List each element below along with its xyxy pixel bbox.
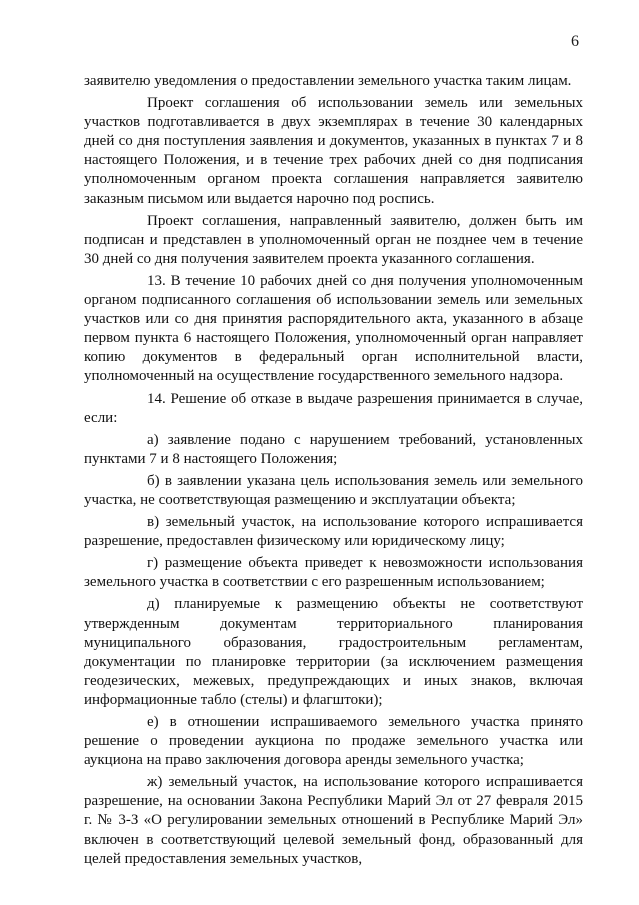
paragraph-agreement-draft: Проект соглашения об использовании земель или земельных участков подготавливается в двух экземплярах в течение 30 календарных дней со дня поступления заявления и документов, указанных в пунктах 7 и 8 настоящего Положения, и в течение трех рабочих дней со дня подписания уполномоченным органом проекта соглашения направляется заявителю заказным письмом или выдается нарочно под роспись. <box>84 95 583 207</box>
document-body <box>84 72 583 869</box>
paragraph-item-13: 13. В течение 10 рабочих дней со дня получения уполномоченным органом подписанного соглашения об использовании земель или земельных участков или со дня принятия распорядительного акта, указанного в абзаце первом пункта 6 настоящего Положения, уполномоченный орган направляет копию документов в федеральный орган исполнительной власти, уполномоченный на осуществление государственного земельного надзора. <box>84 272 583 385</box>
paragraph-agreement-signing: Проект соглашения, направленный заявителю, должен быть им подписан и представлен в уполномоченный орган не позднее чем в течение 30 дней со дня получения заявителем проекта указанного соглашения. <box>84 212 583 267</box>
paragraph-subitem-b: б) в заявлении указана цель использования земель или земельного участка, не соответствующая размещению и эксплуатации объекта; <box>84 472 583 508</box>
paragraph-subitem-d: д) планируемые к размещению объекты не соответствуют утвержденным документам территориального планирования муниципального образования, градостроительным регламентам, документации по планировке территории (за исключением размещения геодезических, межевых, предупреждающих и иных знаков, включая информационные табло (стелы) и флагштоки); <box>84 596 583 708</box>
paragraph-subitem-a: а) заявление подано с нарушением требований, установленных пунктами 7 и 8 настоящего Положения; <box>84 431 583 467</box>
paragraph-subitem-e: е) в отношении испрашиваемого земельного участка принято решение о проведении аукциона по продаже земельного участка или аукциона на право заключения договора аренды земельного участка; <box>84 714 583 769</box>
paragraph-item-14: 14. Решение об отказе в выдаче разрешения принимается в случае, если: <box>84 390 583 426</box>
paragraph-notice-continuation: заявителю уведомления о предоставлении земельного участка таким лицам. <box>84 73 572 89</box>
paragraph-subitem-g: г) размещение объекта приведет к невозможности использования земельного участка в соответствии с его разрешенным использованием; <box>84 555 583 591</box>
paragraph-subitem-v: в) земельный участок, на использование которого испрашивается разрешение, предоставлен физическому или юридическому лицу; <box>84 514 583 550</box>
paragraph-subitem-zh: ж) земельный участок, на использование которого испрашивается разрешение, на основании Закона Республики Марий Эл от 27 февраля 2015 г. № 3-З «О регулировании земельных отношений в Республике Марий Эл» включен в соответствующий целевой земельный фонд, образованный для целей предоставления земельных участков, <box>84 774 583 867</box>
page-number: 6 <box>571 33 579 50</box>
